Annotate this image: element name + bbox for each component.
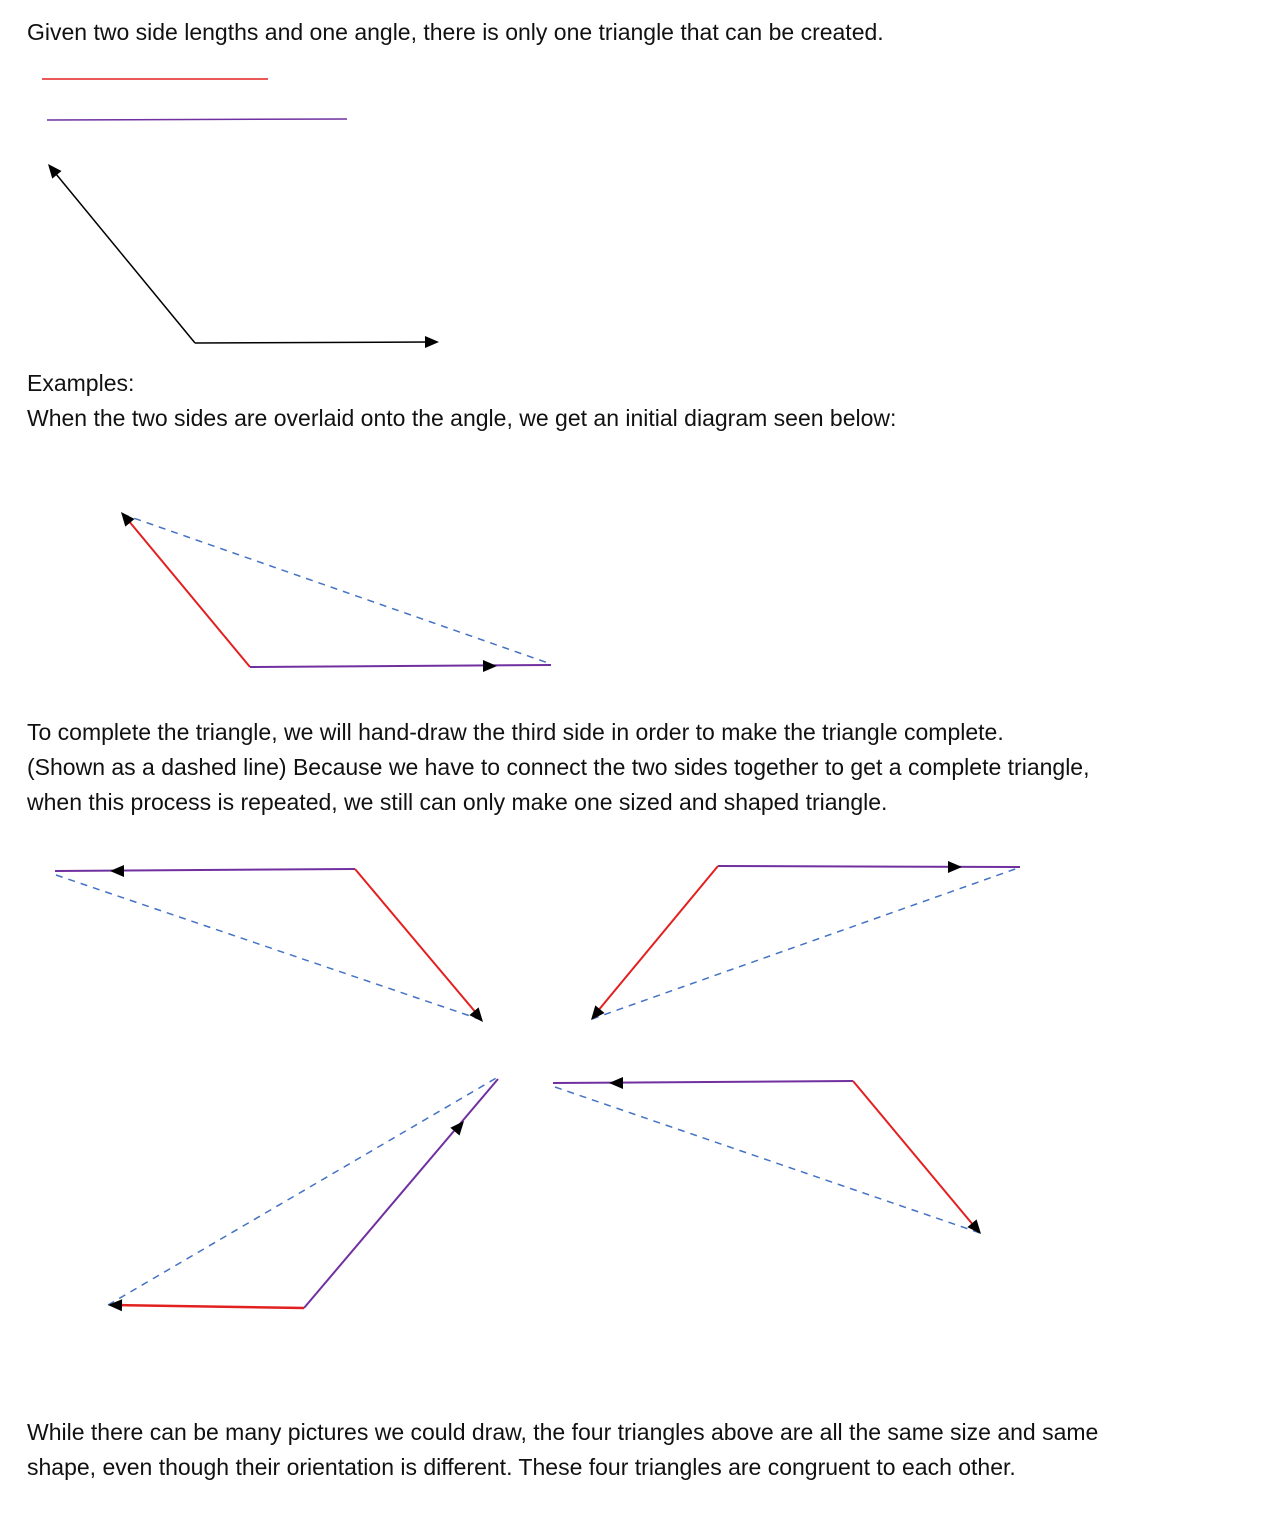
tr-purple-side [718,866,1020,867]
initial-triangle [116,508,551,672]
tr-purple-arrowhead [948,861,962,873]
given-side-purple [47,119,347,120]
tl-purple-side [55,869,355,871]
tr-red-arrowhead [586,1005,604,1023]
examples-heading: Examples: [27,370,135,396]
bl-dashed-third-side [108,1077,498,1305]
triangle-bottom-right [553,1077,986,1238]
explanation-line-3: when this process is repeated, we still can only make one sized and shaped triangle. [27,789,888,815]
bl-red-arrowhead [108,1299,122,1311]
triangle-top-right [586,861,1020,1024]
initial-purple-arrowhead [483,660,497,672]
explanation-line-2: (Shown as a dashed line) Because we have to connect the two sides together to get a complete triangle, [27,754,1090,780]
tl-dashed-third-side [56,875,482,1020]
tl-red-side [355,869,477,1014]
conclusion-line-2: shape, even though their orientation is different. These four triangles are congruent to each other. [27,1454,1016,1480]
tl-red-arrowhead [469,1007,487,1025]
tr-dashed-third-side [592,868,1018,1019]
triangle-top-left [55,865,488,1026]
explanation-line-1: To complete the triangle, we will hand-draw the third side in order to make the triangle complete. [27,719,1004,745]
intro-statement: Given two side lengths and one angle, there is only one triangle that can be created. [27,19,884,45]
examples-description: When the two sides are overlaid onto the angle, we get an initial diagram seen below: [27,405,897,431]
angle-ray-upper [56,174,195,343]
br-purple-arrowhead [609,1077,623,1089]
tr-red-side [597,866,718,1012]
conclusion-line-1: While there can be many pictures we could draw, the four triangles above are all the same size and same [27,1419,1099,1445]
angle-ray-lower [195,342,430,343]
bl-red-side [115,1305,304,1308]
given-pieces [42,79,439,348]
br-purple-side [553,1081,853,1083]
triangle-bottom-left [108,1077,498,1311]
tl-purple-arrowhead [110,865,124,877]
given-angle [43,160,439,348]
angle-ray-lower-arrowhead [425,336,439,348]
br-red-side [853,1081,974,1226]
initial-red-side [128,520,250,667]
bl-purple-side [304,1079,498,1308]
angle-ray-upper-arrowhead [43,160,61,178]
initial-purple-side [250,665,551,667]
br-dashed-third-side [555,1087,980,1233]
